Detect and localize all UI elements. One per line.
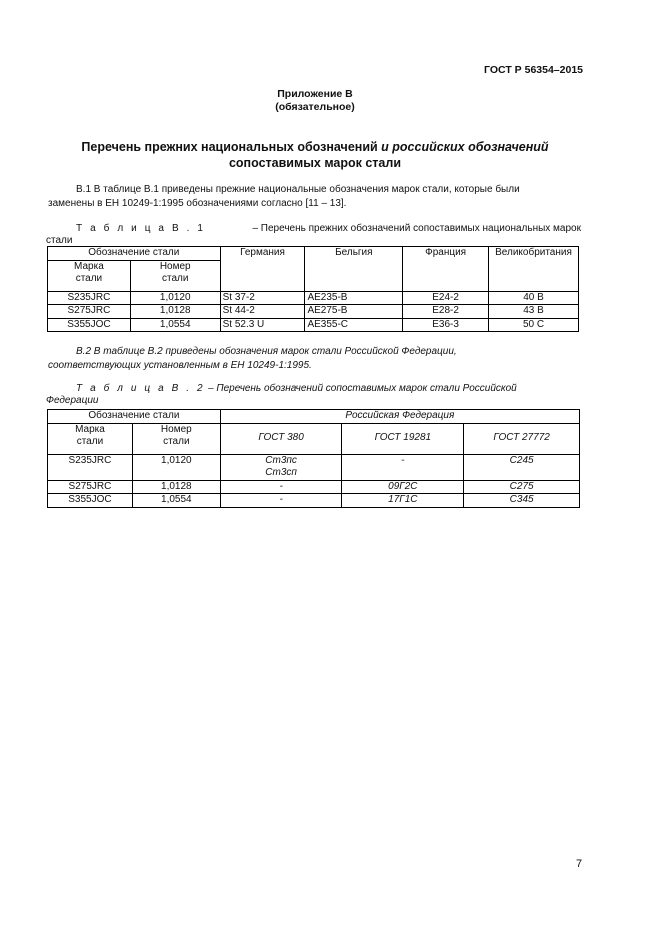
t1-cell-france: E36-3 bbox=[403, 318, 489, 332]
t2-cell-number: 1,0554 bbox=[132, 494, 220, 508]
t1-cell-uk: 40 B bbox=[489, 291, 579, 305]
page-number: 7 bbox=[576, 858, 583, 870]
t1-cell-number: 1,0554 bbox=[130, 318, 220, 332]
t2-header-gost19281: ГОСТ 19281 bbox=[342, 423, 464, 454]
t2-cell-gost380: - bbox=[220, 480, 342, 494]
t1-header-grade: Марка стали bbox=[48, 260, 131, 291]
t1-cell-grade: S355JOC bbox=[48, 318, 131, 332]
table2-caption bbox=[48, 382, 581, 406]
t2-header-number: Номер стали bbox=[132, 423, 220, 454]
t2-cell-gost19281: 09Г2С bbox=[342, 480, 464, 494]
t1-cell-belgium: AE355-C bbox=[305, 318, 403, 332]
t2-cell-number: 1,0120 bbox=[132, 454, 220, 480]
t2-cell-gost380: - bbox=[220, 494, 342, 508]
annex-status: (обязательное) bbox=[275, 101, 355, 113]
t1-cell-france: E28-2 bbox=[403, 305, 489, 319]
paragraph-b1 bbox=[48, 183, 581, 211]
annex-label: Приложение В bbox=[277, 88, 353, 100]
title-line1-part1: Перечень прежних национальных обозначений bbox=[81, 140, 382, 154]
title-line2: сопоставимых марок стали bbox=[228, 156, 402, 170]
t1-cell-belgium: AE275-B bbox=[305, 305, 403, 319]
t1-cell-uk: 50 C bbox=[489, 318, 579, 332]
t2-row bbox=[48, 480, 580, 494]
t2-header-russian-federation: Российская Федерация bbox=[220, 410, 579, 424]
t1-header-france: Франция bbox=[403, 247, 489, 292]
t2-header-designation: Обозначение стали bbox=[48, 410, 221, 424]
table2-caption-wrap: Федерации bbox=[46, 395, 99, 406]
t1-header-designation: Обозначение стали bbox=[48, 247, 221, 261]
t2-cell-gost19281: - bbox=[342, 454, 464, 480]
paragraph-b2-line2: соответствующих установленным в ЕН 10249-1:1995. bbox=[48, 360, 312, 371]
t1-cell-number: 1,0128 bbox=[130, 305, 220, 319]
t2-cell-number: 1,0128 bbox=[132, 480, 220, 494]
t1-header-uk: Великобритания bbox=[489, 247, 579, 292]
paragraph-b1-line2: заменены в ЕН 10249-1:1995 обозначениями согласно [11 – 13]. bbox=[48, 198, 347, 209]
t2-row bbox=[48, 454, 580, 480]
t1-row bbox=[48, 305, 579, 319]
table1-caption-prefix: Т а б л и ц а В . 1 bbox=[76, 223, 206, 234]
annex-heading bbox=[0, 88, 630, 114]
t1-header-number: Номер стали bbox=[130, 260, 220, 291]
t1-cell-number: 1,0120 bbox=[130, 291, 220, 305]
t2-header-gost27772: ГОСТ 27772 bbox=[464, 423, 580, 454]
t1-cell-germany: St 52.3 U bbox=[220, 318, 305, 332]
t1-cell-uk: 43 B bbox=[489, 305, 579, 319]
t1-cell-grade: S275JRC bbox=[48, 305, 131, 319]
t1-row bbox=[48, 318, 579, 332]
table2-caption-prefix: Т а б л и ц а В . 2 bbox=[76, 383, 206, 394]
t1-header-belgium: Бельгия bbox=[305, 247, 403, 292]
table-b2 bbox=[47, 409, 580, 508]
t2-cell-grade: S275JRC bbox=[48, 480, 133, 494]
table1-caption-wrap: стали bbox=[46, 235, 73, 246]
t2-cell-gost27772: С245 bbox=[464, 454, 580, 480]
t2-cell-gost27772: С275 bbox=[464, 480, 580, 494]
table-b1 bbox=[47, 246, 579, 332]
t1-cell-belgium: AE235-B bbox=[305, 291, 403, 305]
t1-cell-germany: St 37-2 bbox=[220, 291, 305, 305]
t2-cell-grade: S355JOC bbox=[48, 494, 133, 508]
t1-header-germany: Германия bbox=[220, 247, 305, 292]
paragraph-b2-line1: В.2 В таблице В.2 приведены обозначения марок стали Российской Федерации, bbox=[76, 346, 457, 357]
t2-cell-gost380: Ст3пс Ст3сп bbox=[220, 454, 342, 480]
table1-caption bbox=[48, 222, 581, 246]
table2-caption-text: – Перечень обозначений сопоставимых марок стали Российской bbox=[207, 383, 517, 394]
paragraph-b1-line1: В.1 В таблице В.1 приведены прежние национальные обозначения марок стали, которые были bbox=[76, 184, 520, 195]
t2-cell-grade: S235JRC bbox=[48, 454, 133, 480]
title-line1-part2: и российских обозначений bbox=[381, 140, 549, 154]
document-id: ГОСТ Р 56354–2015 bbox=[484, 64, 583, 76]
t2-header-grade: Марка стали bbox=[48, 423, 133, 454]
t2-cell-gost27772: С345 bbox=[464, 494, 580, 508]
t2-header-gost380: ГОСТ 380 bbox=[220, 423, 342, 454]
t2-cell-gost19281: 17Г1С bbox=[342, 494, 464, 508]
t1-row bbox=[48, 291, 579, 305]
t1-cell-grade: S235JRC bbox=[48, 291, 131, 305]
table1-caption-text: – Перечень прежних обозначений сопоставимых национальных марок bbox=[252, 223, 581, 234]
paragraph-b2 bbox=[48, 345, 581, 373]
t1-cell-france: E24-2 bbox=[403, 291, 489, 305]
t1-cell-germany: St 44-2 bbox=[220, 305, 305, 319]
annex-title bbox=[0, 139, 630, 171]
t2-row bbox=[48, 494, 580, 508]
